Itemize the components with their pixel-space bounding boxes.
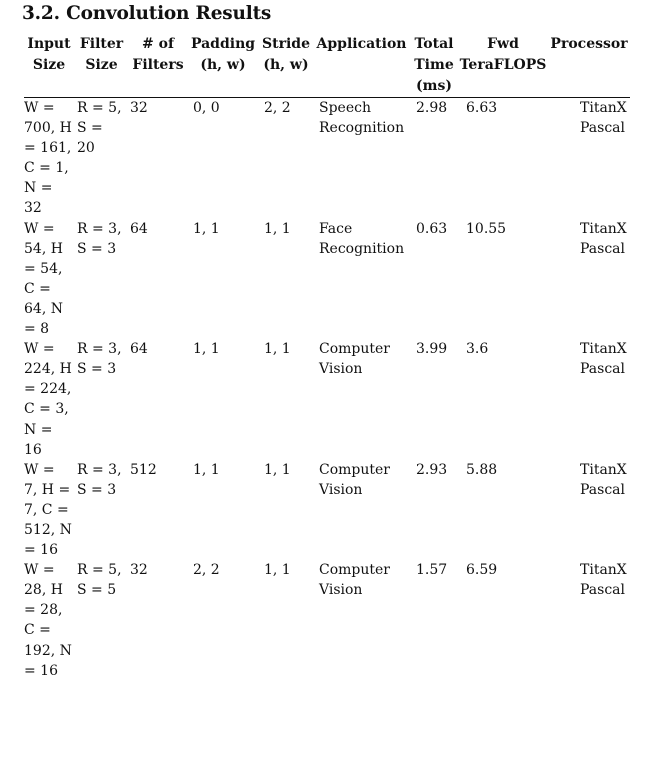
cell-padding [187,339,259,460]
cell-processor [548,98,630,219]
cell-input-size [24,219,74,340]
cell-text: W = 7, H = 7, C = 512, N = 16 [24,461,72,559]
cell-text: TitanX Pascal [580,341,627,378]
cell-text: TitanX Pascal [580,100,627,137]
cell-text: R = 3, S = 3 [77,341,122,378]
cell-total-time [410,219,458,340]
cell-input-size [24,560,74,681]
table-row [24,460,630,560]
cell-filter-size [74,219,129,340]
cell-application [313,460,410,560]
cell-text: 1, 1 [193,341,220,358]
cell-padding [187,560,259,681]
cell-text: Computer Vision [319,341,390,378]
cell-filter-size [74,339,129,460]
table-row [24,219,630,340]
cell-text: 5.88 [466,461,498,478]
cell-text: 6.63 [466,100,498,116]
cell-text: 1, 1 [193,461,220,478]
cell-fwd-teraflops [458,98,548,219]
cell-stride [259,219,313,340]
header-row [24,34,630,98]
cell-text: 64 [130,220,148,237]
header-application: Application [313,34,410,98]
header-filter-size: Filter Size [74,34,129,98]
cell-fwd-teraflops [458,560,548,681]
cell-text: 32 [130,100,148,116]
cell-stride [259,460,313,560]
cell-processor [548,219,630,340]
cell-text: 64 [130,341,148,358]
header-fwd-teraflops: Fwd TeraFLOPS [458,34,548,98]
cell-text: R = 5, S = 20 [77,100,122,157]
cell-num-filters [129,219,187,340]
table-row [24,98,630,219]
cell-total-time [410,560,458,681]
cell-text: 0.63 [416,220,448,237]
cell-fwd-teraflops [458,460,548,560]
convolution-results-table [24,34,630,681]
cell-text: 6.59 [466,562,498,579]
cell-text: Computer Vision [319,461,390,498]
cell-application [313,219,410,340]
cell-processor [548,339,630,460]
cell-text: 512 [130,461,157,478]
header-num-filters: # of Filters [129,34,187,98]
cell-stride [259,560,313,681]
cell-total-time [410,460,458,560]
cell-text: W = 700, H = 161, C = 1, N = 32 [24,100,72,217]
cell-text: TitanX Pascal [580,220,627,257]
cell-processor [548,460,630,560]
cell-num-filters [129,98,187,219]
cell-text: W = 54, H = 54, C = 64, N = 8 [24,220,63,338]
cell-text: 1, 1 [193,220,220,237]
cell-total-time [410,339,458,460]
cell-padding [187,98,259,219]
table-row [24,339,630,460]
cell-processor [548,560,630,681]
cell-text: 10.55 [466,220,507,237]
header-total-time: Total Time (ms) [410,34,458,98]
cell-fwd-teraflops [458,339,548,460]
cell-num-filters [129,339,187,460]
cell-text: 3.6 [466,341,489,358]
cell-text: R = 3, S = 3 [77,461,122,498]
cell-text: 1, 1 [264,461,291,478]
header-padding: Padding (h, w) [187,34,259,98]
cell-stride [259,339,313,460]
table-header [24,34,630,98]
cell-text: 2.98 [416,100,448,116]
cell-text: Computer Vision [319,562,390,599]
cell-text: 1, 1 [264,341,291,358]
cell-num-filters [129,460,187,560]
cell-input-size [24,339,74,460]
cell-application [313,339,410,460]
cell-text: 32 [130,562,148,579]
cell-padding [187,219,259,340]
cell-text: 2.93 [416,461,448,478]
cell-stride [259,98,313,219]
cell-text: W = 224, H = 224, C = 3, N = 16 [24,341,72,458]
cell-text: TitanX Pascal [580,562,627,599]
cell-padding [187,460,259,560]
header-processor: Processor [548,34,630,98]
cell-text: R = 5, S = 5 [77,562,122,599]
cell-text: 0, 0 [193,100,220,116]
cell-text: 1, 1 [264,220,291,237]
cell-text: 2, 2 [264,100,291,116]
cell-text: 1.57 [416,562,448,579]
cell-application [313,560,410,681]
cell-text: 1, 1 [264,562,291,579]
cell-text: R = 3, S = 3 [77,220,122,257]
cell-text: W = 28, H = 28, C = 192, N = 16 [24,562,72,679]
table-row [24,560,630,681]
cell-filter-size [74,98,129,219]
section-heading: 3.2. Convolution Results [22,3,272,24]
cell-filter-size [74,460,129,560]
cell-text: Speech Recognition [319,100,405,137]
cell-text: 2, 2 [193,562,220,579]
cell-total-time [410,98,458,219]
cell-filter-size [74,560,129,681]
cell-text: 3.99 [416,341,448,358]
cell-num-filters [129,560,187,681]
cell-text: Face Recognition [319,220,405,257]
cell-fwd-teraflops [458,219,548,340]
cell-application [313,98,410,219]
header-input-size: Input Size [24,34,74,98]
cell-input-size [24,98,74,219]
cell-text: TitanX Pascal [580,461,627,498]
cell-input-size [24,460,74,560]
table-body [24,98,630,681]
header-stride: Stride (h, w) [259,34,313,98]
